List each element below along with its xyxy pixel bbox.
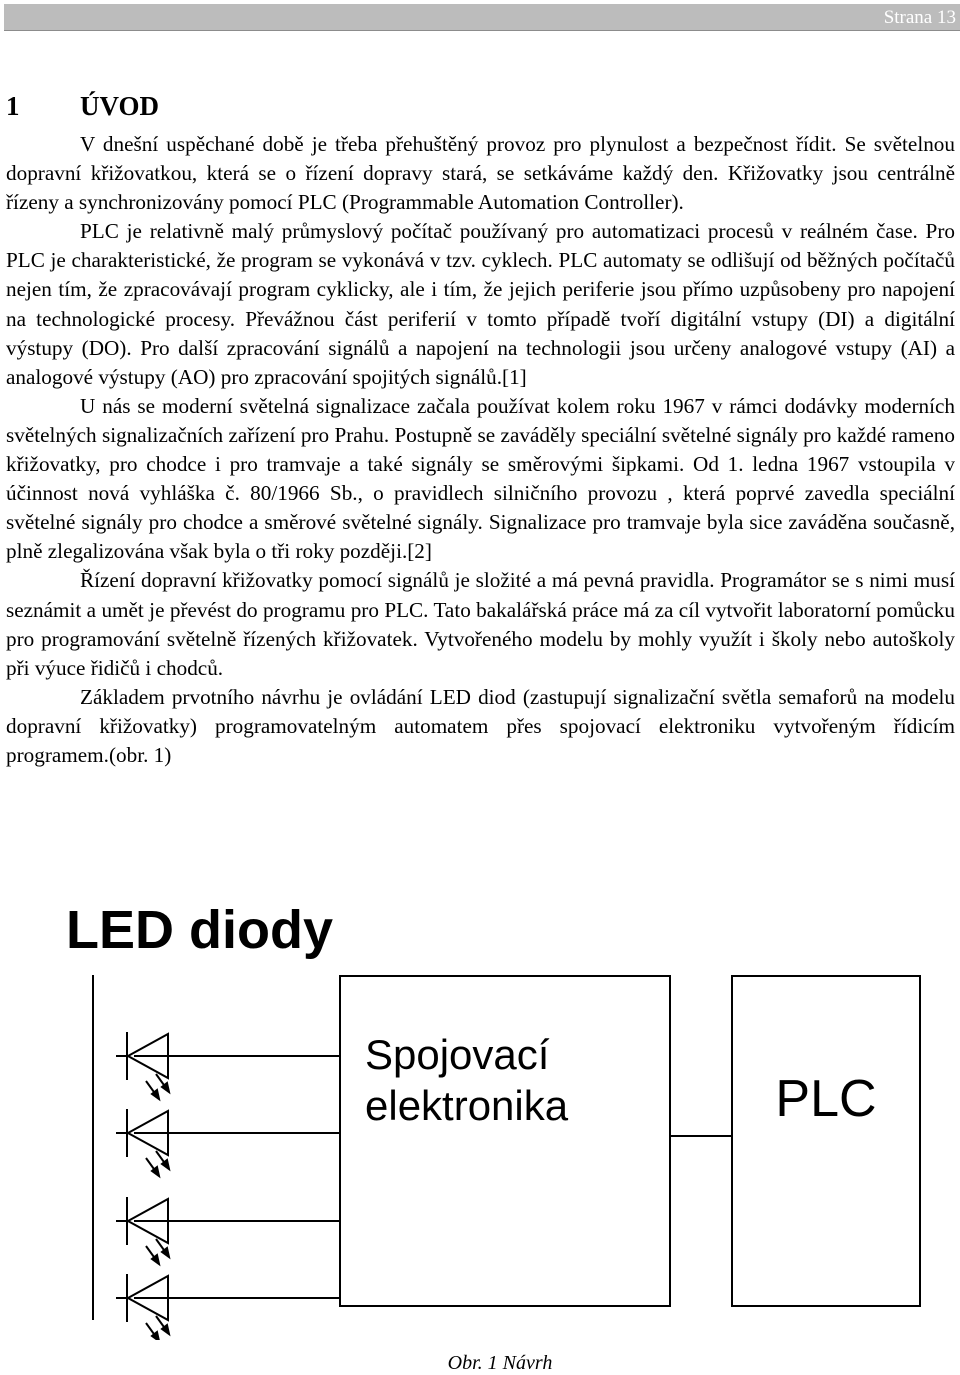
block-label-line2: elektronika	[365, 1082, 569, 1129]
paragraph: Řízení dopravní křižovatky pomocí signálů je složité a má pevná pravidla. Programátor se s nimi musí seznámit a umět je převést do programu pro PLC. Tato bakalářská práce má za cíl vytvořit laboratorní pomůcku pro programování světelně řízených křižovatek. Vytvořeného modelu by mohly využít i školy nebo autoškoly při výuce řidičů i chodců.	[6, 568, 955, 680]
paragraph: PLC je relativně malý průmyslový počítač používaný pro automatizaci procesů v reálném čase. Pro PLC je charakteristické, že program se vykonává v tzv. cyklech. PLC automaty se odlišují od běžných počítačů nejen tím, že zpracovávají program cyklicky, ale i tím, že jejich periferie jsou přímo uzpůsobeny pro napojení na technologické procesy. Převážnou část periferií v tomto případě tvoří digitální vstupy (DI) a digitální výstupy (DO). Pro další zpracování signálů a napojení na technologii jsou určeny analogové vstupy (AI) a analogové výstupy (AO) pro zpracování spojitých signálů.[1]	[6, 219, 955, 389]
block-label-line1: Spojovací	[365, 1031, 550, 1078]
chapter-title: ÚVOD	[80, 91, 159, 121]
led-diode-icon	[116, 1274, 169, 1340]
page-header-bar	[4, 4, 960, 31]
paragraph: V dnešní uspěchané době je třeba přehuštěný provoz pro plynulost a bezpečnost řídit. Se světelnou dopravní křižovatkou, která se o řízení dopravy stará, se setkáváme každý den. Křižovatky jsou centrálně řízeny a synchronizovány pomocí PLC (Programmable Automation Controller).	[6, 132, 955, 215]
body-text	[6, 130, 955, 770]
led-label: LED diody	[66, 900, 333, 960]
paragraph: U nás se moderní světelná signalizace začala používat kolem roku 1967 v rámci dodávky moderních světelných signalizačních zařízení pro Prahu. Postupně se zaváděly speciální světelné signály pro každé rameno křižovatky, pro chodce i pro tramvaje a také signály se směrovými šipkami. Od 1. ledna 1967 vstoupila v účinnost nová vyhláška č. 80/1966 Sb., o pravidlech silničního provozu , která poprvé zavedla speciální světelné signály pro chodce a směrové světelné signály. Signalizace pro tramvaje byla sice zaváděna současně, plně zlegalizována však byla o tři roky později.[2]	[6, 393, 955, 564]
block-diagram	[0, 880, 960, 1340]
led-diode-icon	[116, 1109, 169, 1176]
chapter-number: 1	[6, 91, 20, 121]
plc-block	[732, 976, 920, 1306]
led-diode-icon	[116, 1197, 169, 1264]
interface-electronics-block	[340, 976, 670, 1306]
page-number: Strana 13	[883, 7, 956, 28]
chapter-heading	[6, 90, 159, 122]
led-diode-icon	[116, 1032, 169, 1099]
figure-caption: Obr. 1 Návrh	[447, 1352, 553, 1374]
plc-label: PLC	[775, 1070, 877, 1128]
paragraph: Základem prvotního návrhu je ovládání LED diod (zastupují signalizační světla semaforů na modelu dopravní křižovatky) programovatelným automatem přes spojovací elektroniku vytvořeným řídicím programem.(obr. 1)	[6, 684, 955, 767]
